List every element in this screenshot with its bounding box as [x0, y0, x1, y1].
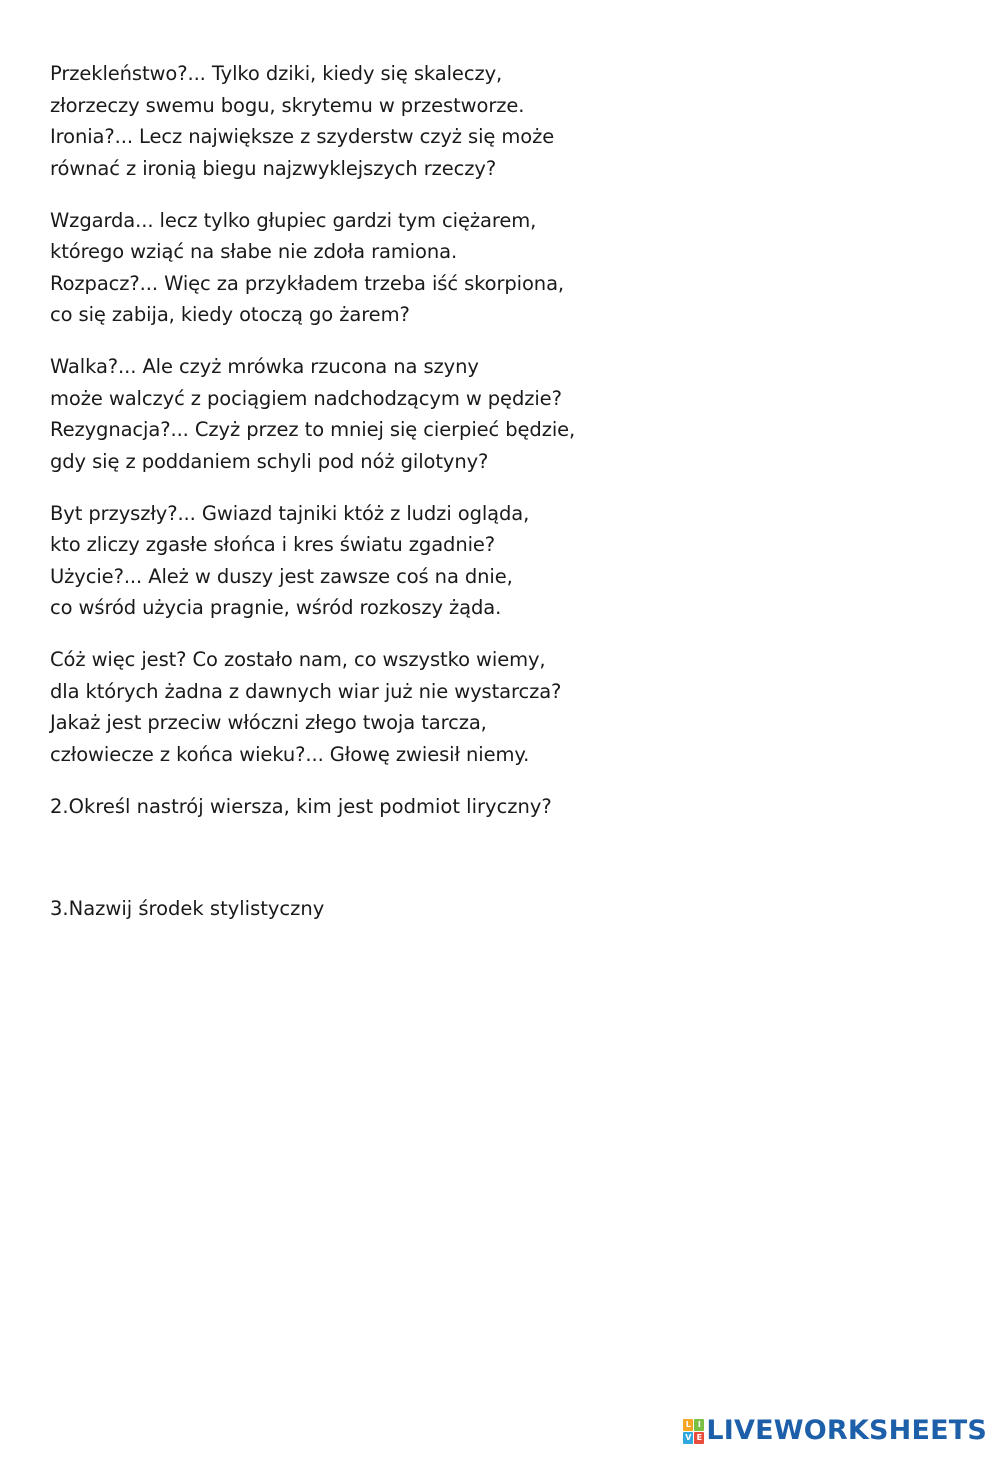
poem-line: może walczyć z pociągiem nadchodzącym w pędzie? [50, 386, 562, 410]
poem-stanza-3 [50, 351, 950, 477]
liveworksheets-mark-icon [683, 1419, 703, 1443]
worksheet-page [50, 58, 950, 925]
poem-line: kto zliczy zgasłe słońca i kres światu zgadnie? [50, 533, 496, 556]
question-3: 3.Nazwij środek stylistyczny [50, 897, 325, 920]
poem-line: człowiecze z końca wieku?... Głowę zwiesił niemy. [50, 742, 530, 766]
poem-line: Rezygnacja?... Czyż przez to mniej się cierpieć będzie, [50, 418, 576, 441]
poem-stanza-5 [50, 644, 950, 770]
poem-line: Wzgarda... lecz tylko głupiec gardzi tym ciężarem, [50, 208, 537, 232]
poem-line: gdy się z poddaniem schyli pod nóż gilotyny? [50, 449, 489, 473]
poem-line: Rozpacz?... Więc za przykładem trzeba iść skorpiona, [50, 271, 565, 295]
poem-line: złorzeczy swemu bogu, skrytemu w przestworze. [50, 93, 525, 117]
poem-line: Użycie?... Ależ w duszy jest zawsze coś na dnie, [50, 564, 513, 588]
poem-line: Cóż więc jest? Co zostało nam, co wszystko wiemy, [50, 648, 546, 671]
question-2: 2.Określ nastrój wiersza, kim jest podmiot liryczny? [50, 794, 552, 818]
poem-line: którego wziąć na słabe nie zdoła ramiona. [50, 240, 458, 263]
mark-letter-i: I [694, 1419, 704, 1431]
poem-line: Ironia?... Lecz największe z szyderstw czyż się może [50, 125, 555, 148]
poem-stanza-4 [50, 498, 950, 624]
poem-line: co się zabija, kiedy otoczą go żarem? [50, 303, 410, 326]
liveworksheets-wordmark: LIVEWORKSHEETS [706, 1415, 987, 1446]
poem-line: dla których żadna z dawnych wiar już nie wystarcza? [50, 679, 562, 703]
poem-stanza-2 [50, 205, 950, 331]
poem-line: Przekleństwo?... Tylko dziki, kiedy się skaleczy, [50, 62, 503, 85]
mark-letter-e: E [694, 1432, 704, 1444]
liveworksheets-logo [683, 1417, 987, 1445]
poem-line: Byt przyszły?... Gwiazd tajniki któż z ludzi ogląda, [50, 501, 530, 525]
mark-letter-l: L [683, 1419, 693, 1431]
poem-line: Walka?... Ale czyż mrówka rzucona na szyny [50, 355, 479, 378]
mark-letter-v: V [685, 1433, 692, 1442]
poem-line: co wśród użycia pragnie, wśród rozkoszy żąda. [50, 596, 502, 619]
poem-line: Jakaż jest przeciw włóczni złego twoja tarcza, [50, 711, 487, 734]
poem-line: równać z ironią biegu najzwyklejszych rzeczy? [50, 156, 497, 180]
poem-stanza-1 [50, 58, 950, 184]
